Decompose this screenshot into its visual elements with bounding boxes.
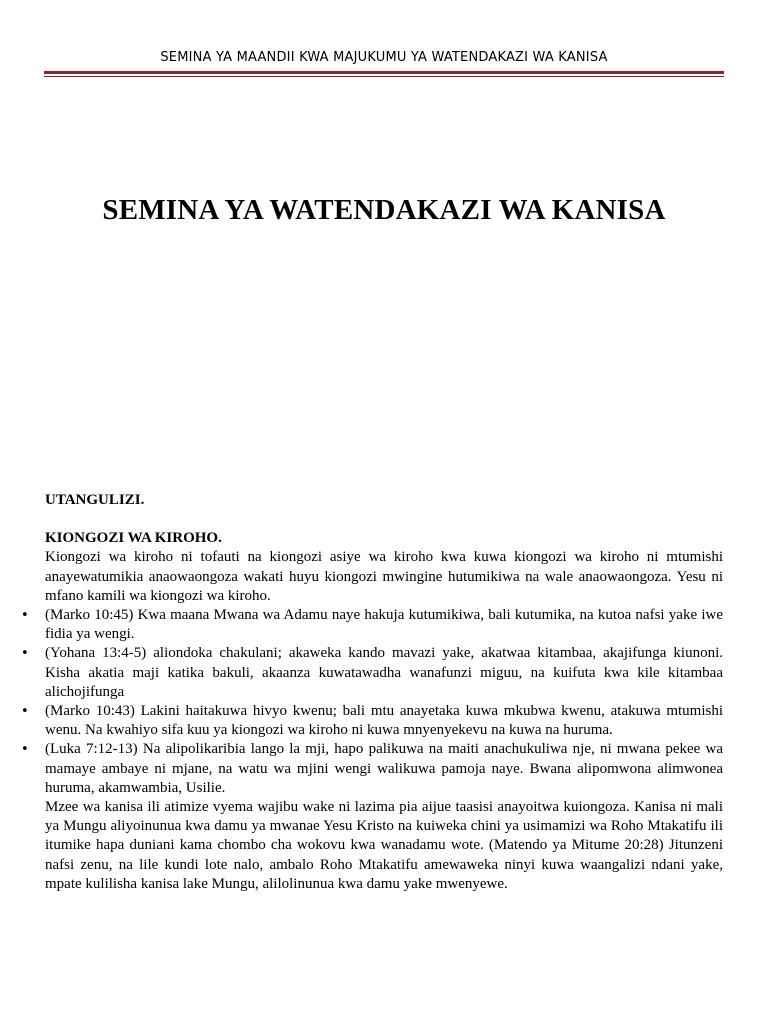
header-rule-thin: [44, 76, 724, 77]
running-header: SEMINA YA MAANDII KWA MAJUKUMU YA WATENDAKAZI WA KANISA: [160, 50, 608, 65]
header-rule: [44, 71, 724, 74]
list-item-text: (Yohana 13:4-5) aliondoka chakulani; akaweka kando mavazi yake, akatwaa kitambaa, akajifunga kiunoni. Kisha akatia maji katika bakuli, akaanza kuwatawadha wanafunzi miguu, na kuifuta kwa kile kitambaa alichojifunga: [45, 645, 723, 700]
intro-heading: UTANGULIZI.: [45, 492, 145, 508]
list-item: [21, 702, 723, 740]
list-item: [21, 644, 723, 702]
list-item-text: (Luka 7:12-13) Na alipolikaribia lango la mji, hapo palikuwa na maiti anachukuliwa nje, ni mwana pekee wa mamaye ambaye ni mjane, na watu wa mjini wengi walikuwa pamoja naye. Bwana alipomwona alimwonea huruma, akamwambia, Usilie.: [45, 741, 723, 796]
bullet-icon: •: [21, 646, 29, 662]
bullet-icon: •: [21, 608, 29, 624]
list-item: [21, 740, 723, 798]
intro-paragraph: Kiongozi wa kiroho ni tofauti na kiongozi asiye wa kiroho kwa kuwa kiongozi wa kiroho ni mtumishi anayewatumikia anaowaongoza wakati huyu kiongozi mwingine hutumikiwa na wale anaowaongoza. Yesu ni mfano kamili wa kiongozi wa kiroho.: [45, 549, 723, 604]
bullet-icon: •: [21, 704, 29, 720]
document-body: [21, 491, 723, 894]
list-item-text: (Marko 10:45) Kwa maana Mwana wa Adamu naye hakuja kutumikiwa, bali kutumika, na kutoa nafsi yake iwe fidia ya wengi.: [45, 607, 723, 643]
bullet-icon: •: [21, 742, 29, 758]
closing-paragraph: Mzee wa kanisa ili atimize vyema wajibu wake ni lazima pia aijue taasisi anayoitwa kuiongoza. Kanisa ni mali ya Mungu aliyoinunua kwa damu ya mwanae Yesu Kristo na kuiweka chini ya usimamizi wa Roho Mtakatifu ili itumike hapa duniani kama chombo cha wokovu kwa wanadamu wote. (Matendo ya Mitume 20:28) Jitunzeni nafsi zenu, na lile kundi lote nalo, ambalo Roho Mtakatifu amewaweka ninyi kuwa waangalizi ndani yake, mpate kulilisha kanisa lake Mungu, alilolinunua kwa damu yake mwenyewe.: [45, 799, 723, 892]
scripture-list: [21, 606, 723, 798]
document-title: SEMINA YA WATENDAKAZI WA KANISA: [102, 194, 666, 226]
list-item-text: (Marko 10:43) Lakini haitakuwa hivyo kwenu; bali mtu anayetaka kuwa mkubwa kwenu, atakuwa mtumishi wenu. Na kwahiyo sifa kuu ya kiongozi wa kiroho ni kuwa mnyenyekevu na kuwa na huruma.: [45, 703, 723, 739]
section-subheading: KIONGOZI WA KIROHO.: [45, 530, 222, 547]
list-item: [21, 606, 723, 644]
